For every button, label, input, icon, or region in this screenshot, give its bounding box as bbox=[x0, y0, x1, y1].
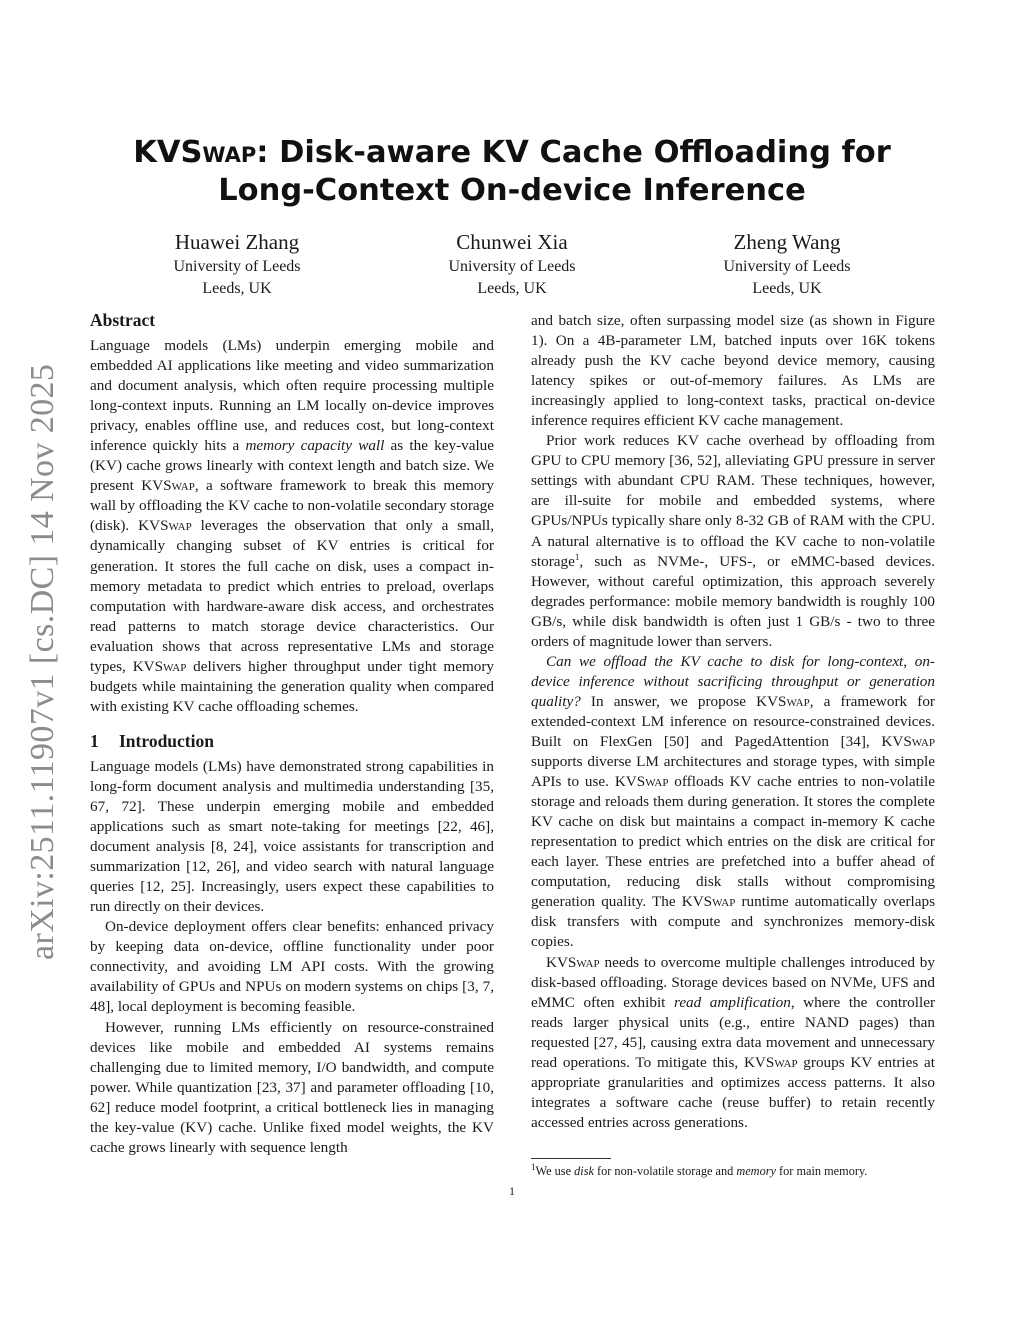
footnote: $^1$We use disk for non-volatile storage and memory for main memory. bbox=[531, 1161, 868, 1178]
abstract-text: Language models (LMs) underpin emerging mobile and embedded AI applications like meeting and video summarization and document analysis, which often require processing multiple long-context inputs. Running an LM locally on-device improves privacy, enables offline use, and reduces cost, but long-context inference quickly hits a memory capacity wall as the key-value (KV) cache grows linearly with context length and batch size. We present KVSwap, a software framework to break this memory wall by offloading the KV cache to non-volatile secondary storage (disk). KVSwap leverages the observation that only a small, dynamically changing subset of KV entries is critical for generation. It stores the full cache on disk, uses a compact in-memory metadata to predict which entries to preload, overlaps computation with hardware-aware disk access, and orchestrates read patterns to match storage device characteristics. Our evaluation shows that across representative LMs and storage types, KVSwap delivers higher throughput under tight memory budgets while maintaining the generation quality when compared with existing KV cache offloading schemes. bbox=[90, 337, 495, 715]
section-heading-introduction: 1 Introduction bbox=[90, 730, 214, 751]
arxiv-identifier: arXiv:2511.11907v1 [cs.DC] 14 Nov 2025 bbox=[24, 363, 61, 960]
paper-title bbox=[60, 134, 964, 210]
author-affiliation: University of Leeds bbox=[173, 258, 301, 275]
intro-paragraph-6: KVSwap needs to overcome multiple challenges introduced by disk-based offloading. Storage devices based on NVMe, UFS and eMMC often exhibit read amplification, where the controller reads larger physical units (e.g., entire NAND pages) than requested [27, 45], causing extra data movement and unnecessary read operations. To mitigate this, KVSwap groups KV entries at appropriate granularities and optimizes access patterns. It also integrates a software cache (reuse buffer) to retain recently accessed entries across generations. bbox=[531, 953, 935, 1131]
footnote-marker: 1 bbox=[574, 551, 580, 562]
title-line1-rest: : Disk-aware KV Cache Offloading for bbox=[256, 135, 891, 170]
title-system-name: KVSwap bbox=[133, 135, 257, 170]
author-name: Huawei Zhang bbox=[174, 230, 300, 254]
author-3 bbox=[657, 228, 917, 300]
intro-paragraph-2: On-device deployment offers clear benefits: enhanced privacy by keeping data on-device, offline functionality under poor connectivity, and avoiding LM API costs. With the growing availability of GPUs and NPUs on modern systems on chips [3, 7, 48], local deployment is becoming feasible. bbox=[90, 918, 494, 1016]
author-location: Leeds, UK bbox=[752, 280, 822, 297]
author-affiliation: University of Leeds bbox=[723, 258, 851, 275]
author-name: Zheng Wang bbox=[733, 230, 841, 254]
left-column bbox=[90, 308, 494, 1158]
author-location: Leeds, UK bbox=[202, 280, 272, 297]
title-line2: Long-Context On-device Inference bbox=[218, 173, 806, 208]
right-column bbox=[531, 311, 935, 1133]
author-1 bbox=[107, 228, 367, 300]
author-location: Leeds, UK bbox=[477, 280, 547, 297]
intro-paragraph-1: Language models (LMs) have demonstrated strong capabilities in long-form document analysis and multimedia understanding [35, 67, 72]. These underpin emerging mobile and embedded applications such as smart note-taking for meetings [22, 46], document analysis [8, 24], voice assistants for transcription and summarization [12, 26], and video search with natural language queries [12, 25]. Increasingly, users expect these capabilities to run directly on their devices. bbox=[90, 757, 494, 916]
intro-paragraph-5: Can we offload the KV cache to disk for long-context, on-device inference without sacrificing throughput or generation quality? In answer, we propose KVSwap, a framework for extended-context LM inference on resource-constrained devices. Built on FlexGen [50] and PagedAttention [34], KVSwap supports diverse LM architectures and storage types, with simple APIs to use. KVSwap offloads KV cache entries to non-volatile storage and reloads them during generation. It stores the complete KV cache on disk but maintains a compact in-memory K cache representation to predict which entries on the disk are critical for each layer. These entries are prefetched into a buffer ahead of computation, reducing disk stalls without compromising generation quality. The KVSwap runtime automatically overlaps disk transfers with compute and synchronizes memory-disk copies. bbox=[531, 652, 935, 951]
author-name: Chunwei Xia bbox=[456, 230, 568, 254]
intro-paragraph-3-continued: and batch size, often surpassing model size (as shown in Figure 1). On a 4B-parameter LM, batched inputs over 16K tokens already push the KV cache beyond device memory, causing latency spikes or out-of-memory failures. As LMs are increasingly applied to long-context tasks, practical on-device inference requires efficient KV cache management. bbox=[531, 312, 935, 430]
author-2 bbox=[382, 228, 642, 300]
page-number: 1 bbox=[509, 1184, 515, 1198]
footnote-rule bbox=[531, 1158, 611, 1159]
intro-paragraph-4: Prior work reduces KV cache overhead by offloading from GPU to CPU memory [36, 52], alleviating GPU pressure in server settings with abundant CPU RAM. These techniques, however, are ill-suite for mobile and embedded systems, where GPUs/NPUs typically share only 8-32 GB of RAM with the CPU. A natural alternative is to offload the KV cache to non-volatile storage$^1$, such as NVMe-, UFS-, or eMMC-based devices. However, without careful optimization, this approach severely degrades performance: mobile memory bandwidth is roughly 100 GB/s, while disk bandwidth is often just 1 GB/s - two to three orders of magnitude lower than servers. bbox=[531, 432, 935, 650]
intro-paragraph-3: However, running LMs efficiently on resource-constrained devices like mobile and embedded AI systems remains challenging due to limited memory, I/O bandwidth, and compute power. While quantization [23, 37] and parameter offloading [10, 62] reduce model footprint, a critical bottleneck lies in managing the key-value (KV) cache. Unlike fixed model weights, the KV cache grows linearly with sequence length bbox=[90, 1018, 494, 1156]
abstract-heading: Abstract bbox=[90, 310, 156, 330]
author-affiliation: University of Leeds bbox=[448, 258, 576, 275]
